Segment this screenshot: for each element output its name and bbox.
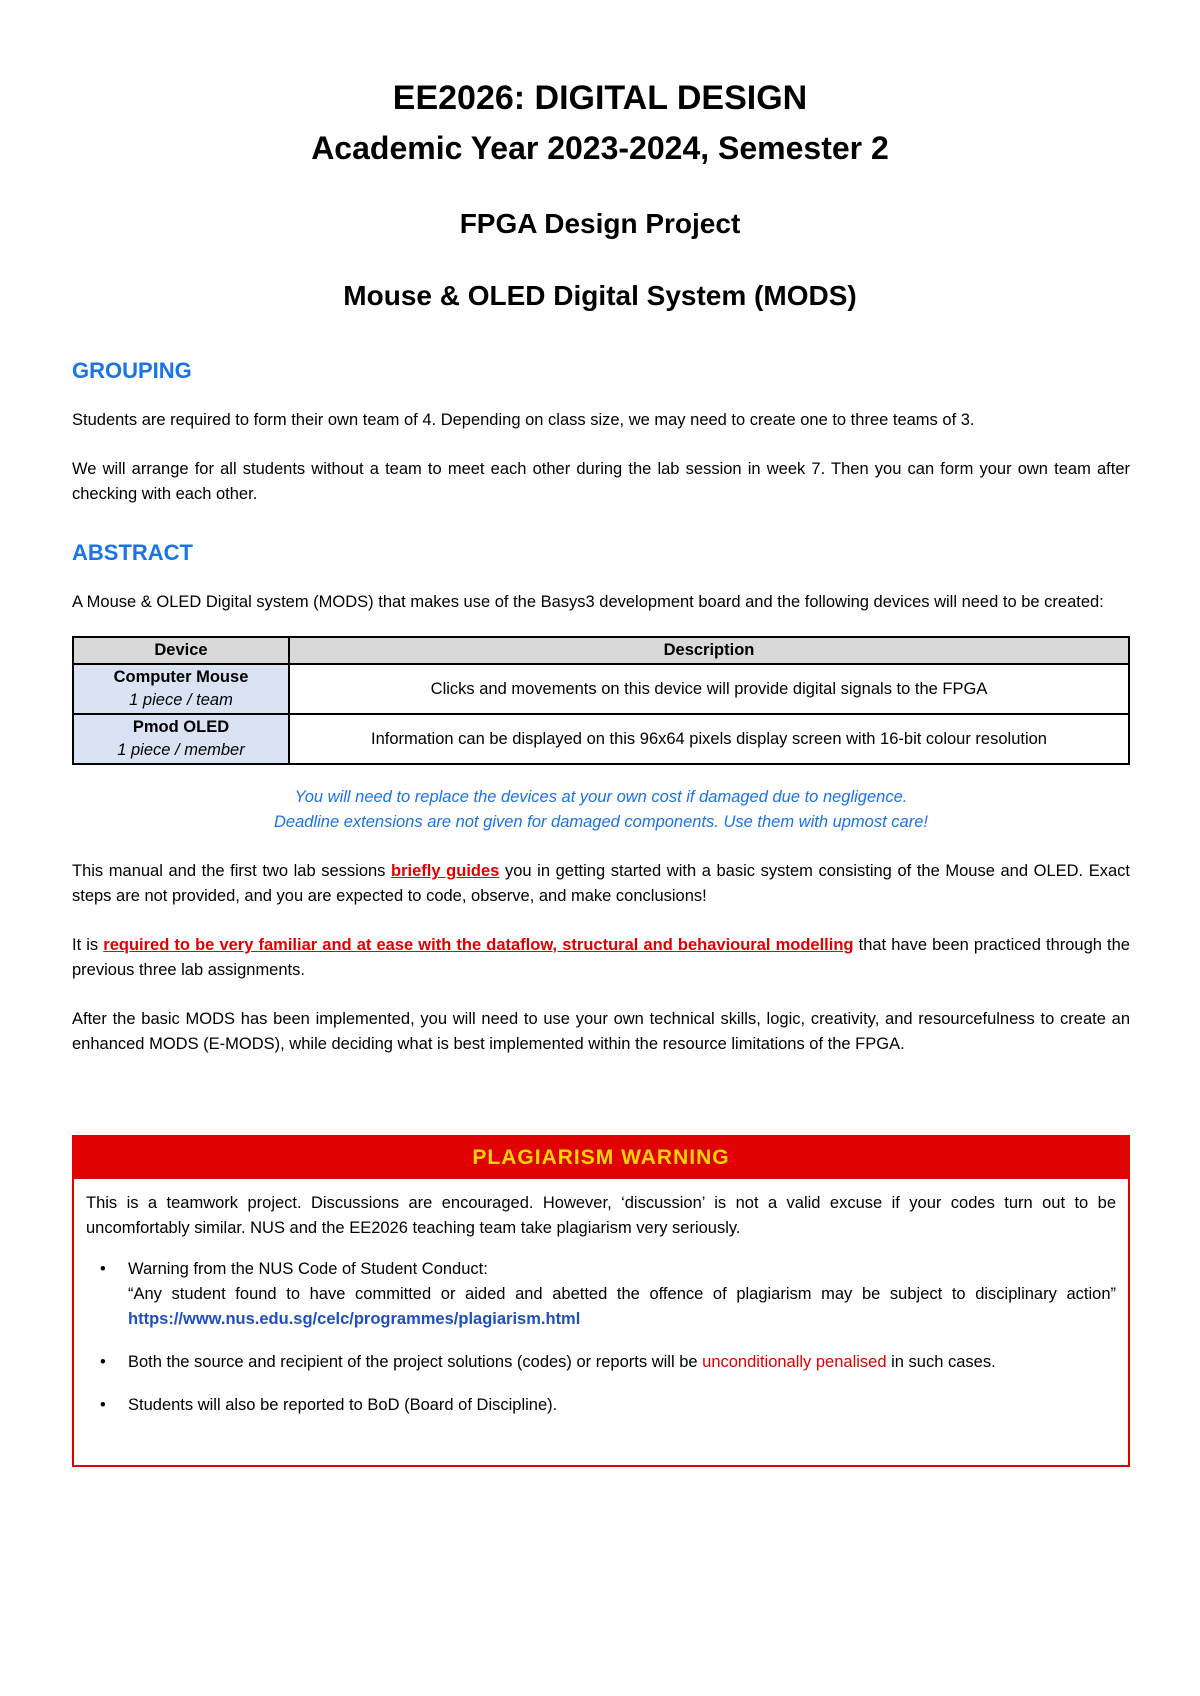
plagiarism-warning-body xyxy=(74,1179,1128,1418)
grouping-paragraph-1: Students are required to form their own team of 4. Depending on class size, we may need to create one to three teams of 3. xyxy=(72,411,975,429)
requirement-text-start: It is xyxy=(72,936,104,954)
table-header-description: Description xyxy=(289,637,1129,664)
plagiarism-warning-box xyxy=(72,1135,1130,1467)
bullet-1-title: Warning from the NUS Code of Student Conduct: xyxy=(128,1260,488,1278)
bullet-icon: • xyxy=(100,1260,106,1278)
bullet-2-emphasis: unconditionally penalised xyxy=(702,1353,887,1371)
project-type-title: FPGA Design Project xyxy=(459,208,741,239)
requirement-paragraph xyxy=(72,933,1130,983)
requirement-emphasis: required to be very familiar and at ease with the dataflow, structural and behavioural modelling xyxy=(103,936,854,954)
table-row xyxy=(73,664,1129,714)
abstract-intro: A Mouse & OLED Digital system (MODS) that makes use of the Basys3 development board and the following devices will need to be created: xyxy=(72,593,1104,611)
device-quantity: 1 piece / team xyxy=(129,691,233,709)
bullet-2-text-end: in such cases. xyxy=(886,1353,996,1371)
devices-table xyxy=(72,636,1130,765)
project-name-title: Mouse & OLED Digital System (MODS) xyxy=(343,280,857,311)
device-name: Pmod OLED xyxy=(132,718,230,736)
manual-text-end: you in getting started with a basic system consisting of the Mouse and OLED. Exact steps are not provided, and you are expected to code, observe, and make conclusions! xyxy=(72,862,1130,905)
damage-note-line-2: Deadline extensions are not given for damaged components. Use them with upmost care! xyxy=(274,813,928,831)
device-quantity: 1 piece / member xyxy=(117,741,245,759)
bullet-icon: • xyxy=(100,1353,106,1371)
grouping-heading: GROUPING xyxy=(72,358,192,383)
semester-title: Academic Year 2023-2024, Semester 2 xyxy=(311,130,889,166)
abstract-heading: ABSTRACT xyxy=(72,540,193,565)
title-block xyxy=(0,76,1200,316)
course-title: EE2026: DIGITAL DESIGN xyxy=(392,79,808,117)
bullet-1-quote: “Any student found to have committed or aided and abetted the offence of plagiarism may be subject to disciplinary action” xyxy=(128,1285,1116,1303)
description-cell: Clicks and movements on this device will provide digital signals to the FPGA xyxy=(289,664,1129,714)
device-name: Computer Mouse xyxy=(113,668,249,686)
abstract-section xyxy=(72,538,1130,1057)
bullet-3-text: Students will also be reported to BoD (Board of Discipline). xyxy=(128,1396,558,1414)
device-cell xyxy=(73,664,289,714)
emods-paragraph: After the basic MODS has been implemented, you will need to use your own technical skills, logic, creativity, and resourcefulness to create an enhanced MODS (E-MODS), while deciding what is best implemented within the resource limitations of the FPGA. xyxy=(72,1010,1130,1053)
manual-paragraph xyxy=(72,859,1130,909)
device-cell xyxy=(73,714,289,764)
table-header-device: Device xyxy=(73,637,289,664)
grouping-paragraph-2: We will arrange for all students without a team to meet each other during the lab session in week 7. Then you can form your own team after checking with each other. xyxy=(72,460,1130,503)
list-item xyxy=(86,1393,1116,1418)
damage-note-line-1: You will need to replace the devices at your own cost if damaged due to negligence. xyxy=(294,788,908,806)
plagiarism-warning-title: PLAGIARISM WARNING xyxy=(74,1137,1128,1179)
list-item xyxy=(86,1350,1116,1375)
requirement-text-end: that have been practiced through the previous three lab assignments. xyxy=(72,936,1130,979)
description-cell: Information can be displayed on this 96x64 pixels display screen with 16-bit colour resolution xyxy=(289,714,1129,764)
plagiarism-intro: This is a teamwork project. Discussions are encouraged. However, ‘discussion’ is not a valid excuse if your codes turn out to be uncomfortably similar. NUS and the EE2026 teaching team take plagiarism very seriously. xyxy=(86,1194,1116,1237)
table-header-row xyxy=(73,637,1129,664)
plagiarism-bullet-list xyxy=(86,1257,1116,1418)
manual-text-start: This manual and the first two lab sessions xyxy=(72,862,392,880)
plagiarism-policy-link[interactable]: https://www.nus.edu.sg/celc/programmes/plagiarism.html xyxy=(128,1310,581,1328)
bullet-2-text-start: Both the source and recipient of the project solutions (codes) or reports will be xyxy=(128,1353,703,1371)
bullet-icon: • xyxy=(100,1396,106,1414)
list-item xyxy=(86,1257,1116,1332)
table-row xyxy=(73,714,1129,764)
manual-emphasis: briefly guides xyxy=(391,862,500,880)
grouping-section xyxy=(72,356,1130,507)
